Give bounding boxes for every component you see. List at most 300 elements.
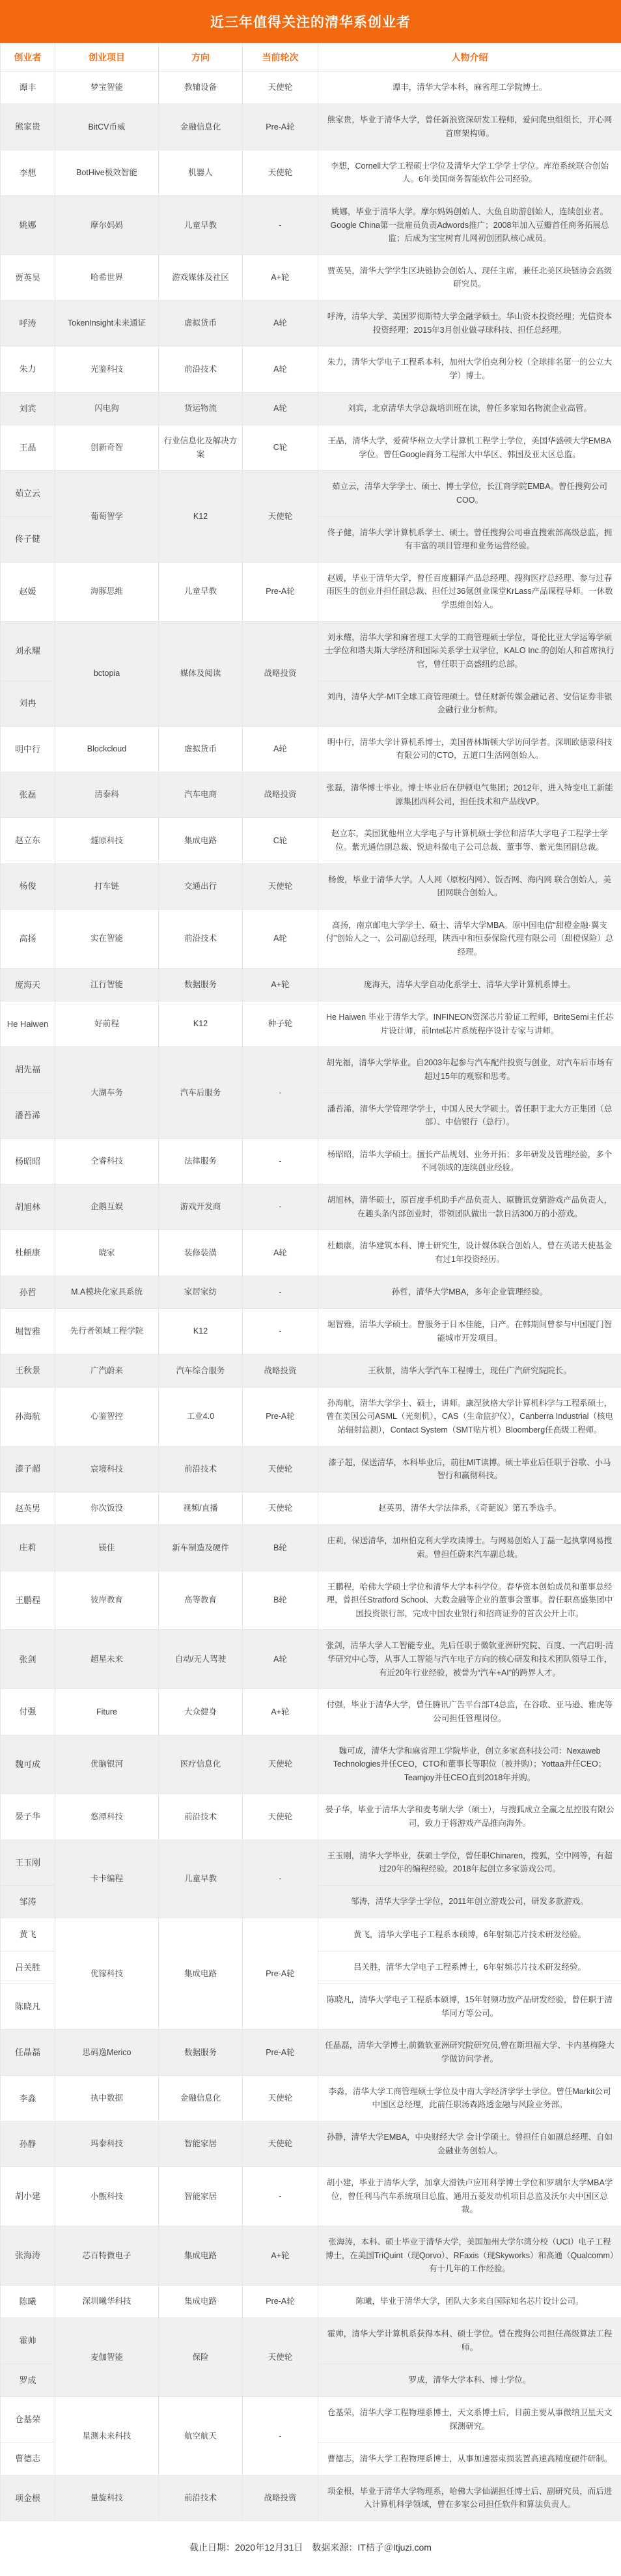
direction-cell: K12	[159, 1309, 243, 1354]
direction-cell: 法律服务	[159, 1138, 243, 1184]
round-cell: Pre-A轮	[243, 104, 318, 150]
entrepreneur-name: 仓基荣	[1, 2397, 55, 2443]
table-row	[1, 2226, 621, 2286]
round-cell: 战略投资	[243, 1354, 318, 1387]
project-cell: Blockcloud	[55, 726, 159, 772]
entrepreneur-name: 李想	[1, 150, 55, 195]
person-intro: 李想，Cornell大学工程硕士学位及清华大学工学学士学位。库范系统联合创始人。6年美国商务智能软件公司经验。	[318, 150, 621, 195]
entrepreneur-name: He Haiwen	[1, 1001, 55, 1047]
person-intro: 漆子超，保送清华，本科毕业后，前往MIT读博。硕士毕业后任职于谷歌、小马智行和赢彻科技。	[318, 1446, 621, 1492]
project-cell: 小甑科技	[55, 2167, 159, 2226]
direction-cell: 货运物流	[159, 392, 243, 425]
direction-cell: 儿童早教	[159, 562, 243, 621]
entrepreneur-name: 黄飞	[1, 1918, 55, 1951]
direction-cell: 教辅设备	[159, 72, 243, 104]
project-cell: 思码逸Merico	[55, 2030, 159, 2075]
round-cell: Pre-A轮	[243, 1918, 318, 2030]
project-cell: bctopia	[55, 621, 159, 726]
direction-cell: 行业信息化及解决方案	[159, 425, 243, 471]
direction-cell: 虚拟货币	[159, 726, 243, 772]
project-cell: 芯百特微电子	[55, 2226, 159, 2286]
direction-cell: 自动/无人驾驶	[159, 1630, 243, 1689]
entrepreneur-name: 贾英昊	[1, 255, 55, 300]
project-cell: 打车链	[55, 863, 159, 909]
round-cell: 战略投资	[243, 772, 318, 818]
column-header-direction: 方向	[159, 44, 243, 72]
person-intro: 胡小建，毕业于清华大学，加拿大滑铁卢应用科学博士学位和罗瑞尔大学MBA学位，曾任利马汽车系统项目总监、通用五菱发动机项目总监及沃尔夫中国区总裁。	[318, 2167, 621, 2226]
table-row	[1, 1001, 621, 1047]
round-cell: A轮	[243, 1230, 318, 1276]
round-cell: A轮	[243, 392, 318, 425]
person-intro: 吕关胜，清华大学电子工程系博士，6年射频芯片技术研发经验。	[318, 1951, 621, 1983]
table-row	[1, 1735, 621, 1794]
project-cell: 创新奇智	[55, 425, 159, 471]
project-cell: 卡卡编程	[55, 1840, 159, 1918]
table-row	[1, 1446, 621, 1492]
project-cell: BotHive极效智能	[55, 150, 159, 195]
entrepreneur-name: 谭丰	[1, 72, 55, 104]
entrepreneurs-table	[0, 43, 621, 2521]
round-cell: 天使轮	[243, 863, 318, 909]
direction-cell: 汽车综合服务	[159, 1354, 243, 1387]
title-bar	[0, 0, 621, 43]
person-intro: 王晶，清华大学，爱荷华州立大学计算机工程学士学位，美国华盛顿大学EMBA学位。曾任Google商务工程部大中华区、韩国及亚太区总监。	[318, 425, 621, 471]
entrepreneur-name: 张海涛	[1, 2226, 55, 2286]
direction-cell: K12	[159, 471, 243, 563]
project-cell: 麦伽智能	[55, 2318, 159, 2397]
table-row	[1, 150, 621, 195]
entrepreneur-name: 孙静	[1, 2121, 55, 2166]
project-cell: 彼岸教育	[55, 1571, 159, 1630]
person-intro: 王鹏程，哈佛大学硕士学位和清华大学本科学位。春华资本创始成员和董事总经理，曾担任Stratford School、大数金融等企业的董事会董事。曾任职高盛集团中国投资银行部，完成中国农业银行和招商证券的首次公开上市。	[318, 1571, 621, 1630]
table-row	[1, 1525, 621, 1571]
entrepreneur-name: 罗成	[1, 2364, 55, 2396]
project-cell: 心鉴智控	[55, 1387, 159, 1446]
project-cell: 量旋科技	[55, 2475, 159, 2521]
entrepreneur-name: 刘宾	[1, 392, 55, 425]
round-cell: 天使轮	[243, 1446, 318, 1492]
table-row	[1, 2121, 621, 2166]
direction-cell: 儿童早教	[159, 1840, 243, 1918]
table-row	[1, 1184, 621, 1230]
project-cell: 哈希世界	[55, 255, 159, 300]
table-row	[1, 1492, 621, 1524]
direction-cell: 汽车电商	[159, 772, 243, 818]
table-row	[1, 72, 621, 104]
table-row	[1, 1571, 621, 1630]
table-row	[1, 471, 621, 516]
direction-cell: 媒体及阅读	[159, 621, 243, 726]
project-cell: 超星未来	[55, 1630, 159, 1689]
table-row	[1, 1918, 621, 1951]
round-cell: A+轮	[243, 2226, 318, 2286]
direction-cell: 交通出行	[159, 863, 243, 909]
person-intro: 张磊，清华博士毕业。博士毕业后在伊顿电气集团；2012年，进入特变电工新能源集团西科公司，担任技术和产品线VP。	[318, 772, 621, 818]
round-cell: 战略投资	[243, 2475, 318, 2521]
footer-note: 截止日期：2020年12月31日 数据来源：IT桔子＠Itjuzi.com	[0, 2521, 621, 2576]
project-cell: M.A模块化家具系统	[55, 1276, 159, 1308]
table-row	[1, 2285, 621, 2317]
project-cell: 悠潭科技	[55, 1794, 159, 1840]
table-row	[1, 1794, 621, 1840]
table-row	[1, 726, 621, 772]
project-cell: 清泰科	[55, 772, 159, 818]
direction-cell: 集成电路	[159, 2226, 243, 2286]
direction-cell: 前沿技术	[159, 1794, 243, 1840]
person-intro: 张海涛，本科、硕士毕业于清华大学，美国加州大学尔湾分校（UCI）电子工程博士，在美国TriQuint（现Qorvo）、RFaxis（现Skyworks）和高通（Qualcomm）有十几年的工作经验。	[318, 2226, 621, 2286]
entrepreneur-name: 高扬	[1, 909, 55, 968]
entrepreneur-name: 曹德志	[1, 2443, 55, 2475]
round-cell: 天使轮	[243, 2121, 318, 2166]
round-cell: -	[243, 195, 318, 255]
round-cell: -	[243, 2397, 318, 2476]
person-intro: 邹涛，清华大学学士学位，2011年创立游戏公司，研发多款游戏。	[318, 1885, 621, 1918]
round-cell: 战略投资	[243, 621, 318, 726]
entrepreneur-name: 赵英男	[1, 1492, 55, 1524]
person-intro: 朱力，清华大学电子工程系本科，加州大学伯克利分校（全球排名第一的公立大学）博士。	[318, 346, 621, 392]
person-intro: 王玉刚，清华大学毕业，获硕士学位，曾任职Chinaren，搜狐，空中网等，有超过20年的编程经验。2018年起创立多家游戏公司。	[318, 1840, 621, 1885]
entrepreneur-name: 李淼	[1, 2075, 55, 2121]
direction-cell: K12	[159, 1001, 243, 1047]
project-cell: 优镓科技	[55, 1918, 159, 2030]
table-row	[1, 818, 621, 863]
round-cell: 天使轮	[243, 150, 318, 195]
entrepreneur-name: 堀智雅	[1, 1309, 55, 1354]
person-intro: 赵英男，清华大学法律系，《奇葩说》第五季选手。	[318, 1492, 621, 1524]
column-header-round: 当前轮次	[243, 44, 318, 72]
person-intro: 项金根，毕业于清华大学物理系，哈佛大学仙湖担任博士后、副研究员，而后进入计算机科学领域，曾在多家公司担任软件和算法负责人。	[318, 2475, 621, 2521]
entrepreneur-name: 胡小建	[1, 2167, 55, 2226]
entrepreneur-name: 张剑	[1, 1630, 55, 1689]
entrepreneur-name: 张磊	[1, 772, 55, 818]
entrepreneur-name: 胡先福	[1, 1047, 55, 1093]
column-header-entrepreneur: 创业者	[1, 44, 55, 72]
project-cell: 光鉴科技	[55, 346, 159, 392]
round-cell: 天使轮	[243, 1794, 318, 1840]
person-intro: 胡先福，清华大学毕业。自2003年起参与汽车配件投资与创业，对汽车后市场有超过15年的观察和思考。	[318, 1047, 621, 1093]
person-intro: 刘冉，清华大学-MIT全球工商管理硕士。曾任财新传媒金融记者、安信证券非银金融行业分析师。	[318, 680, 621, 726]
entrepreneur-name: 魏可成	[1, 1735, 55, 1794]
round-cell: Pre-A轮	[243, 562, 318, 621]
project-cell: 执中数据	[55, 2075, 159, 2121]
round-cell: A+轮	[243, 968, 318, 1001]
direction-cell: 数据服务	[159, 2030, 243, 2075]
column-header-bio: 人物介绍	[318, 44, 621, 72]
round-cell: 种子轮	[243, 1001, 318, 1047]
direction-cell: 医疗信息化	[159, 1735, 243, 1794]
person-intro: 赵媛，毕业于清华大学，曾任百度翻译产品总经理、搜狗医疗总经理、参与过春雨医生的创业并担任副总裁、担任过36氪创业课堂KrLass产品课程导师。一休数学思维创始人。	[318, 562, 621, 621]
person-intro: 李淼，清华大学工商管理硕士学位及中南大学经济学学士学位。曾任Markit公司中国区总经理，此前任职汤森路透金融与风险业务部。	[318, 2075, 621, 2121]
table-row	[1, 2075, 621, 2121]
direction-cell: 金融信息化	[159, 2075, 243, 2121]
table-row	[1, 2167, 621, 2226]
person-intro: 茹立云，清华大学学士、硕士、博士学位，长江商学院EMBA。曾任搜狗公司COO。	[318, 471, 621, 516]
person-intro: 刘宾，北京清华大学总裁培训班在读，曾任多家知名物流企业高管。	[318, 392, 621, 425]
header-row	[1, 44, 621, 72]
column-header-project: 创业项目	[55, 44, 159, 72]
entrepreneur-name: 霍帅	[1, 2318, 55, 2364]
project-cell: 企鹅互娱	[55, 1184, 159, 1230]
entrepreneur-name: 刘永耀	[1, 621, 55, 680]
person-intro: 陈曦，毕业于清华大学，团队大多来自国际知名芯片设计公司。	[318, 2285, 621, 2317]
direction-cell: 智能家居	[159, 2121, 243, 2166]
direction-cell: 智能家居	[159, 2167, 243, 2226]
entrepreneur-name: 孙海航	[1, 1387, 55, 1446]
round-cell: 天使轮	[243, 1735, 318, 1794]
direction-cell: 航空航天	[159, 2397, 243, 2476]
entrepreneur-name: 潘苔浠	[1, 1093, 55, 1138]
table-row	[1, 1309, 621, 1354]
direction-cell: 视频/直播	[159, 1492, 243, 1524]
person-intro: 杨俊，毕业于清华大学。人人网（原校内网）、饭否网、海内网 联合创始人，美团网联合创始人。	[318, 863, 621, 909]
table-header	[1, 44, 621, 72]
table-row	[1, 2318, 621, 2364]
table-row	[1, 863, 621, 909]
round-cell: Pre-A轮	[243, 2030, 318, 2075]
person-intro: 明中行，清华大学计算机系博士，美国普林斯顿大学访问学者。深圳欧德蒙科技有限公司的CTO，五道口生活网创始人。	[318, 726, 621, 772]
project-cell: 江行智能	[55, 968, 159, 1001]
direction-cell: 家居家纺	[159, 1276, 243, 1308]
person-intro: 刘永耀，清华大学和麻省理工大学的工商管理硕士学位，哥伦比亚大学运筹学硕士学位和塔夫斯大学经济和国际关系学士双学位，KALO Inc.的创始人和首席执行官，曾任职于高盛纽约总部。	[318, 621, 621, 680]
direction-cell: 大众健身	[159, 1689, 243, 1735]
person-intro: 潘苔浠，清华大学管理学学士，中国人民大学硕士。曾任职于北大方正集团（总部）、中信银行（总行）。	[318, 1093, 621, 1138]
entrepreneur-name: 王玉刚	[1, 1840, 55, 1885]
direction-cell: 儿童早教	[159, 195, 243, 255]
direction-cell: 工业4.0	[159, 1387, 243, 1446]
project-cell: BitCV币威	[55, 104, 159, 150]
entrepreneur-name: 明中行	[1, 726, 55, 772]
project-cell: Fiture	[55, 1689, 159, 1735]
page-title: 近三年值得关注的清华系创业者	[210, 12, 411, 31]
round-cell: -	[243, 1309, 318, 1354]
round-cell: Pre-A轮	[243, 2285, 318, 2317]
round-cell: 天使轮	[243, 2075, 318, 2121]
round-cell: -	[243, 1840, 318, 1918]
direction-cell: 集成电路	[159, 818, 243, 863]
person-intro: 庄莉，保送清华，加州伯克利大学攻读博士。与网易创始人丁磊一起执掌网易搜索。曾担任蔚来汽车副总裁。	[318, 1525, 621, 1571]
round-cell: A+轮	[243, 255, 318, 300]
round-cell: -	[243, 1047, 318, 1139]
person-intro: 杜頔康，清华建筑本科、博士研究生，设计媒体联合创始人，曾在英诺天使基金有过1年投资经历。	[318, 1230, 621, 1276]
table-row	[1, 425, 621, 471]
round-cell: -	[243, 1276, 318, 1308]
person-intro: 张剑，清华大学人工智能专业，先后任职于微软亚洲研究院、百度、一汽启明-清华研究中心等，从事人工智能与汽车电子方向的核心研发和技术团队领导工作，有近20年行业经验，被誉为“汽车+AI”的跨界人才。	[318, 1630, 621, 1689]
person-intro: 胡旭林，清华硕士，原百度手机助手产品负责人、原腾讯竞猜游戏产品负责人，在趣头条内部创业时，带领团队做出一款日活300万的小游戏。	[318, 1184, 621, 1230]
person-intro: 晏子华，毕业于清华大学和麦考瑞大学（硕士），与搜狐成立全赢之星控股有限公司，致力于将游戏产品推向海外。	[318, 1794, 621, 1840]
round-cell: A轮	[243, 1630, 318, 1689]
person-intro: 佟子健，清华大学计算机系学士、硕士。曾任搜狗公司垂直搜索部高级总监，拥有丰富的项目管理和业务运营经验。	[318, 516, 621, 562]
project-cell: 你次饭没	[55, 1492, 159, 1524]
table-row	[1, 1354, 621, 1387]
person-intro: 罗成，清华大学本科、博士学位。	[318, 2364, 621, 2396]
table-row	[1, 562, 621, 621]
entrepreneur-name: 陈曦	[1, 2285, 55, 2317]
direction-cell: 机器人	[159, 150, 243, 195]
person-intro: 付强，毕业于清华大学，曾任腾讯广告平台部T4总监，在谷歌、亚马逊、雅虎等公司担任管理岗位。	[318, 1689, 621, 1735]
entrepreneur-name: 漆子超	[1, 1446, 55, 1492]
table-row	[1, 2030, 621, 2075]
entrepreneur-name: 庞海天	[1, 968, 55, 1001]
entrepreneur-name: 刘冉	[1, 680, 55, 726]
table-row	[1, 1630, 621, 1689]
table-body	[1, 72, 621, 2521]
entrepreneur-name: 杨俊	[1, 863, 55, 909]
entrepreneur-name: 庄莉	[1, 1525, 55, 1571]
direction-cell: 新车制造及硬件	[159, 1525, 243, 1571]
entrepreneur-name: 王秋景	[1, 1354, 55, 1387]
table-row	[1, 255, 621, 300]
person-intro: 仓基荣，清华大学工程物理系博士，天文系博士后，目前主要从事微纳卫星天文探测研究。	[318, 2397, 621, 2443]
project-cell: 大湖车务	[55, 1047, 159, 1139]
round-cell: 天使轮	[243, 1492, 318, 1524]
entrepreneur-name: 熊家贵	[1, 104, 55, 150]
entrepreneur-name: 杨昭昭	[1, 1138, 55, 1184]
person-intro: 王秋景，清华大学汽车工程博士，现任广汽研究院院长。	[318, 1354, 621, 1387]
entrepreneur-name: 赵立东	[1, 818, 55, 863]
project-cell: 梦宝智能	[55, 72, 159, 104]
table-row	[1, 909, 621, 968]
table-row	[1, 392, 621, 425]
entrepreneur-name: 姚娜	[1, 195, 55, 255]
entrepreneur-name: 朱力	[1, 346, 55, 392]
direction-cell: 集成电路	[159, 2285, 243, 2317]
project-cell: 海豚思维	[55, 562, 159, 621]
project-cell: 先行者领域工程学院	[55, 1309, 159, 1354]
person-intro: 魏可成，清华大学和麻省理工学院毕业，创立多家高科技公司：Nexaweb Technologies并任CEO，CTO和董事长等职位（被并购）；Yottaa并任CEO；Teamjoy并任CEO直到2018年并购。	[318, 1735, 621, 1794]
entrepreneur-name: 付强	[1, 1689, 55, 1735]
person-intro: 姚娜，毕业于清华大学。摩尔妈妈创始人、大鱼自助游创始人，连续创业者。Google China第一批雇员负责Adwords推广；2008年加入豆瓣首任商务拓展总监；后成为宝宝树育儿网初创团队核心成员。	[318, 195, 621, 255]
direction-cell: 虚拟货币	[159, 301, 243, 346]
direction-cell: 前沿技术	[159, 909, 243, 968]
direction-cell: 前沿技术	[159, 1446, 243, 1492]
entrepreneur-name: 呼涛	[1, 301, 55, 346]
table-row	[1, 2397, 621, 2443]
table-row	[1, 346, 621, 392]
round-cell: -	[243, 2167, 318, 2226]
person-intro: 堀智雅，清华大学硕士。曾服务于日本佳能，日产。在韩期间曾参与中国厦门智能城市开发项目。	[318, 1309, 621, 1354]
table-row	[1, 301, 621, 346]
round-cell: B轮	[243, 1571, 318, 1630]
project-cell: TokenInsight未来通证	[55, 301, 159, 346]
person-intro: 曹德志，清华大学工程物理系博士，从事加速器束损装置高速高精度硬件研制。	[318, 2443, 621, 2475]
round-cell: A轮	[243, 301, 318, 346]
round-cell: Pre-A轮	[243, 1387, 318, 1446]
entrepreneur-name: 王晶	[1, 425, 55, 471]
round-cell: -	[243, 1184, 318, 1230]
round-cell: A+轮	[243, 1689, 318, 1735]
direction-cell: 高等教育	[159, 1571, 243, 1630]
table-row	[1, 968, 621, 1001]
entrepreneur-name: 茹立云	[1, 471, 55, 516]
person-intro: 孙海航，清华大学学士、硕士，讲师。康涅狄格大学计算机科学与工程系硕士，曾在美国公司ASML（光刻机），CAS（生命监护仪），Canberra Industrial（核电站辐射监测），Contact System（SMT贴片机）Bloomberg任高级工程师。	[318, 1387, 621, 1446]
round-cell: C轮	[243, 425, 318, 471]
direction-cell: 保险	[159, 2318, 243, 2397]
entrepreneur-name: 吕关胜	[1, 1951, 55, 1983]
direction-cell: 数据服务	[159, 968, 243, 1001]
table-row	[1, 1138, 621, 1184]
person-intro: He Haiwen 毕业于清华大学。INFINEON资深芯片验证工程师，BriteSemi主任芯片设计师，前Intel芯片系统程序设计专家与讲师。	[318, 1001, 621, 1047]
table-row	[1, 772, 621, 818]
round-cell: 天使轮	[243, 2318, 318, 2397]
person-intro: 孙静，清华大学EMBA，中央财经大学 会计学硕士。曾担任自如副总经理、自如金融业务创始人。	[318, 2121, 621, 2166]
entrepreneur-name: 晏子华	[1, 1794, 55, 1840]
direction-cell: 汽车后服务	[159, 1047, 243, 1139]
person-intro: 杨昭昭，清华大学硕士。擅长产品规划、业务开拓；多年研发及管理经验，多个不同领域的连续创业经验。	[318, 1138, 621, 1184]
project-cell: 深圳曦华科技	[55, 2285, 159, 2317]
entrepreneur-name: 孙哲	[1, 1276, 55, 1308]
entrepreneur-name: 陈晓凡	[1, 1984, 55, 2030]
table-row	[1, 104, 621, 150]
entrepreneur-name: 佟子健	[1, 516, 55, 562]
table-row	[1, 1689, 621, 1735]
person-intro: 谭丰，清华大学本科，麻省理工学院博士。	[318, 72, 621, 104]
entrepreneur-name: 任晶磊	[1, 2030, 55, 2075]
person-intro: 孙哲，清华大学MBA，多年企业管理经验。	[318, 1276, 621, 1308]
project-cell: 宸境科技	[55, 1446, 159, 1492]
entrepreneur-name: 杜頔康	[1, 1230, 55, 1276]
project-cell: 实在智能	[55, 909, 159, 968]
round-cell: A轮	[243, 346, 318, 392]
entrepreneur-name: 邹涛	[1, 1885, 55, 1918]
round-cell: A轮	[243, 726, 318, 772]
table-row	[1, 1276, 621, 1308]
person-intro: 陈晓凡，清华大学电子工程系本硕博，15年射频功放产品研发经验，曾任职于清华同方等公司。	[318, 1984, 621, 2030]
entrepreneur-name: 胡旭林	[1, 1184, 55, 1230]
person-intro: 赵立东，美国犹他州立大学电子与计算机硕士学位和清华大学电子工程学士学位。紫光通信副总裁、锐迪科微电子公司总裁、董事等、紫光集团副总裁。	[318, 818, 621, 863]
person-intro: 任晶磊，清华大学博士,前微软亚洲研究院研究员,曾在斯坦福大学、卡内基梅隆大学做访问学者。	[318, 2030, 621, 2075]
person-intro: 贾英昊，清华大学学生区块链协会创始人、现任主席，兼任北美区块链协会高级研究员。	[318, 255, 621, 300]
direction-cell: 装修装潢	[159, 1230, 243, 1276]
project-cell: 优脑银河	[55, 1735, 159, 1794]
person-intro: 熊家贵，毕业于清华大学，曾任新浪资深研发工程师，爱问爬虫组组长，开心网首席架构师。	[318, 104, 621, 150]
round-cell: B轮	[243, 1525, 318, 1571]
person-intro: 霍帅，清华大学计算机系获得本科、硕士学位。曾在搜狗公司担任高级算法工程师。	[318, 2318, 621, 2364]
direction-cell: 前沿技术	[159, 346, 243, 392]
direction-cell: 前沿技术	[159, 2475, 243, 2521]
project-cell: 仝睿科技	[55, 1138, 159, 1184]
person-intro: 高扬，南京邮电大学学士、硕士、清华大学MBA。原中国电信“甜橙金融·翼支付”创始人之一、公司副总经理，陕西中和恒泰保险代理有限公司（甜橙保险）总经理。	[318, 909, 621, 968]
person-intro: 庞海天，清华大学自动化系学士、清华大学计算机系博士。	[318, 968, 621, 1001]
round-cell: A轮	[243, 909, 318, 968]
project-cell: 好前程	[55, 1001, 159, 1047]
project-cell: 广汽蔚来	[55, 1354, 159, 1387]
table-row	[1, 1387, 621, 1446]
direction-cell: 集成电路	[159, 1918, 243, 2030]
project-cell: 镁佳	[55, 1525, 159, 1571]
project-cell: 星测未来科技	[55, 2397, 159, 2476]
direction-cell: 游戏开发商	[159, 1184, 243, 1230]
project-cell: 玛泰科技	[55, 2121, 159, 2166]
person-intro: 呼涛，清华大学、美国罗彻斯特大学金融学硕士。华山资本投资经理；光信资本投资经理；2015年3月创业做寻球科技、担任总经理。	[318, 301, 621, 346]
project-cell: 葡萄智学	[55, 471, 159, 563]
project-cell: 晓家	[55, 1230, 159, 1276]
entrepreneur-name: 赵媛	[1, 562, 55, 621]
round-cell: C轮	[243, 818, 318, 863]
entrepreneur-name: 王鹏程	[1, 1571, 55, 1630]
entrepreneur-name: 项金根	[1, 2475, 55, 2521]
round-cell: 天使轮	[243, 72, 318, 104]
round-cell: -	[243, 1138, 318, 1184]
direction-cell: 游戏媒体及社区	[159, 255, 243, 300]
table-row	[1, 195, 621, 255]
table-row	[1, 621, 621, 680]
project-cell: 摩尔妈妈	[55, 195, 159, 255]
person-intro: 黄飞，清华大学电子工程系本硕博，6年射频芯片技术研发经验。	[318, 1918, 621, 1951]
project-cell: 闪电狗	[55, 392, 159, 425]
round-cell: 天使轮	[243, 471, 318, 563]
direction-cell: 金融信息化	[159, 104, 243, 150]
table-row	[1, 1230, 621, 1276]
